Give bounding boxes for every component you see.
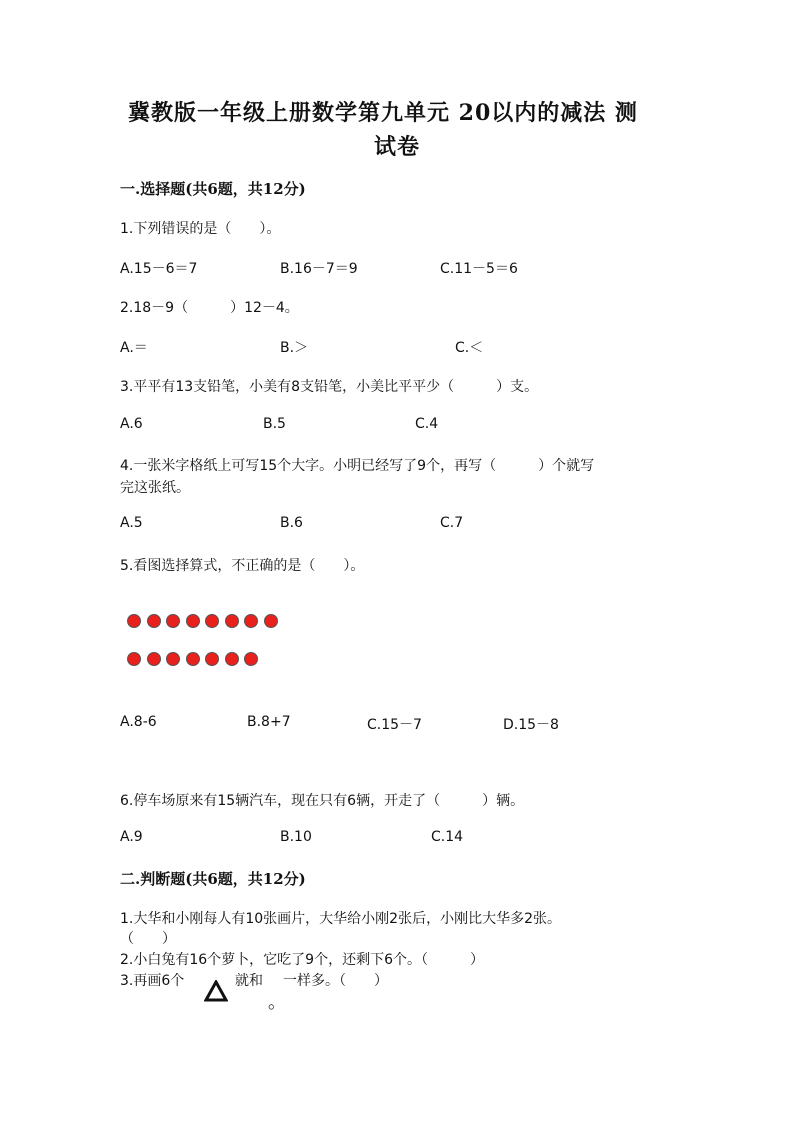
q4-option-a: A.5 — [120, 515, 143, 531]
judge-3-text-d: 。 — [268, 992, 286, 1013]
q2-option-a: A.＝ — [120, 340, 148, 356]
q6-option-b: B.10 — [280, 829, 312, 845]
red-dot — [264, 614, 278, 628]
q3-option-a: A.6 — [120, 416, 143, 432]
question-2-text: 2.18－9（ ）12－4。 — [120, 300, 299, 316]
question-4-text-line1: 4.一张米字格纸上可写15个大字。小明已经写了9个，再写（ ）个就写 — [120, 458, 595, 474]
page-title-line1: 冀教版一年级上册数学第九单元 20以内的减法 测 — [128, 100, 638, 126]
q6-option-c: C.14 — [431, 829, 464, 845]
judge-3-text-c: 一样多。（ ） — [283, 973, 388, 989]
q5-option-b: B.8+7 — [247, 714, 291, 730]
judge-2-text: 2.小白兔有16个萝卜，它吃了9个，还剩下6个。（ ） — [120, 952, 484, 968]
red-dot — [205, 652, 219, 666]
q4-option-c: C.7 — [440, 515, 464, 531]
red-dot — [166, 652, 180, 666]
q3-option-c: C.4 — [415, 416, 439, 432]
q2-option-c: C.＜ — [455, 340, 484, 356]
page-title-line2: 试卷 — [374, 134, 421, 160]
judge-1-text-line2: （ ） — [120, 931, 176, 947]
q4-option-b: B.6 — [280, 515, 303, 531]
q3-option-b: B.5 — [263, 416, 286, 432]
red-dot — [127, 614, 141, 628]
red-dot — [166, 614, 180, 628]
question-6-text: 6.停车场原来有15辆汽车，现在只有6辆，开走了（ ）辆。 — [120, 793, 525, 809]
triangle-icon — [204, 980, 228, 1002]
red-dot — [186, 614, 200, 628]
q6-option-a: A.9 — [120, 829, 143, 845]
judge-3-text-b: 就和 — [235, 973, 263, 989]
judge-1-text-line1: 1.大华和小刚每人有10张画片，大华给小刚2张后，小刚比大华多2张。 — [120, 911, 561, 927]
red-dot — [244, 652, 258, 666]
section1-heading: 一.选择题(共6题，共12分) — [120, 180, 306, 198]
red-dot — [147, 614, 161, 628]
question-1-text: 1.下列错误的是（ ）。 — [120, 221, 281, 237]
red-dot — [225, 652, 239, 666]
red-dot — [244, 614, 258, 628]
question-5-text: 5.看图选择算式，不正确的是（ ）。 — [120, 558, 365, 574]
q2-option-b: B.＞ — [280, 340, 309, 356]
q5-option-d: D.15－8 — [503, 717, 559, 733]
red-dot — [205, 614, 219, 628]
q1-option-b: B.16－7＝9 — [280, 261, 358, 277]
red-dot — [127, 652, 141, 666]
q5-option-a: A.8-6 — [120, 714, 157, 730]
red-dot — [147, 652, 161, 666]
judge-3-text-a: 3.再画6个 — [120, 973, 185, 989]
q1-option-c: C.11－5＝6 — [440, 261, 518, 277]
question-4-text-line2: 完这张纸。 — [120, 480, 190, 496]
red-dot — [225, 614, 239, 628]
red-dot — [186, 652, 200, 666]
question-3-text: 3.平平有13支铅笔，小美有8支铅笔，小美比平平少（ ）支。 — [120, 379, 539, 395]
section2-heading: 二.判断题(共6题，共12分) — [120, 870, 306, 888]
q5-option-c: C.15－7 — [367, 717, 422, 733]
q1-option-a: A.15－6＝7 — [120, 261, 198, 277]
